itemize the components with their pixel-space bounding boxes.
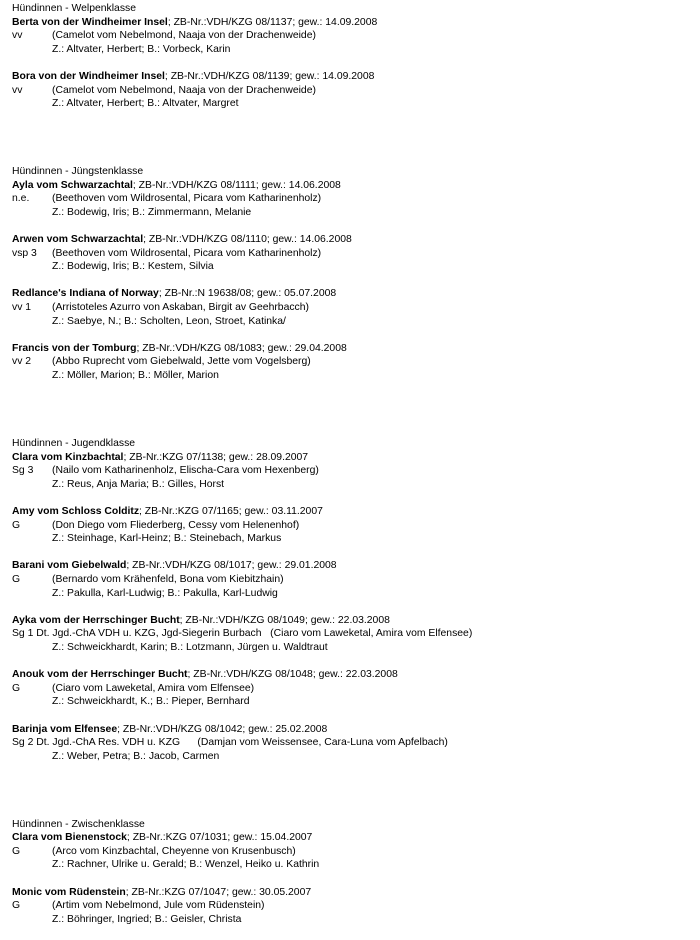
breeder-owner: Z.: Reus, Anja Maria; B.: Gilles, Horst bbox=[52, 478, 225, 490]
registration-info: ; ZB-Nr.:KZG 07/1031; gew.: 15.04.2007 bbox=[126, 832, 313, 844]
dog-name: Monic vom Rüdenstein bbox=[12, 886, 126, 898]
breeder-owner: Z.: Altvater, Herbert; B.: Vorbeck, Karin bbox=[52, 43, 231, 55]
registration-info: ; ZB-Nr.:VDH/KZG 08/1137; gew.: 14.09.2008 bbox=[167, 16, 378, 28]
dog-entry bbox=[12, 287, 692, 328]
dog-name: Ayka vom der Herrschinger Bucht bbox=[12, 614, 180, 626]
entry-header bbox=[12, 831, 692, 845]
parents: (Camelot vom Nebelmond, Naaja von der Drachenweide) bbox=[52, 30, 316, 42]
dog-name: Francis von der Tomburg bbox=[12, 342, 137, 354]
dog-entry bbox=[12, 614, 692, 655]
rating: G bbox=[12, 573, 21, 585]
parents: (Camelot vom Nebelmond, Naaja von der Drachenweide) bbox=[52, 84, 316, 96]
section-title: Hündinnen - Welpenklasse bbox=[12, 3, 136, 14]
breeder-owner: Z.: Rachner, Ulrike u. Gerald; B.: Wenzel, Heiko u. Kathrin bbox=[52, 859, 320, 871]
registration-info: ; ZB-Nr.:VDH/KZG 08/1111; gew.: 14.06.2008 bbox=[132, 179, 341, 191]
registration-info: ; ZB-Nr.:VDH/KZG 08/1048; gew.: 22.03.2008 bbox=[187, 669, 398, 681]
entry-parents-line bbox=[12, 355, 692, 369]
dog-name: Barinja vom Elfensee bbox=[12, 723, 118, 735]
breeder-owner: Z.: Saebye, N.; B.: Scholten, Leon, Stroet, Katinka/ bbox=[52, 315, 286, 327]
rating: vv 1 bbox=[12, 302, 32, 314]
entry-header bbox=[12, 287, 692, 301]
entry-header bbox=[12, 70, 692, 84]
parents: (Damjan vom Weissensee, Cara-Luna vom Apfelbach) bbox=[197, 737, 448, 749]
dog-entry bbox=[12, 723, 692, 764]
dog-entry bbox=[12, 179, 692, 220]
entry-header bbox=[12, 451, 692, 465]
entry-parents-line bbox=[12, 29, 692, 43]
breeder-owner: Z.: Böhringer, Ingried; B.: Geisler, Christa bbox=[52, 913, 242, 925]
section-zwischenklasse bbox=[12, 818, 692, 927]
entry-header bbox=[12, 233, 692, 247]
dog-name: Barani vom Giebelwald bbox=[12, 560, 127, 572]
entry-header bbox=[12, 505, 692, 519]
parents: (Beethoven vom Wildrosental, Picara vom Katharinenholz) bbox=[52, 193, 322, 205]
registration-info: ; ZB-Nr.:VDH/KZG 08/1139; gew.: 14.09.2008 bbox=[164, 70, 375, 82]
parents: (Ciaro vom Laweketal, Amira vom Elfensee) bbox=[52, 682, 255, 694]
section-title: Hündinnen - Jugendklasse bbox=[12, 438, 136, 450]
parents: (Bernardo vom Krähenfeld, Bona vom Kiebitzhain) bbox=[52, 573, 284, 585]
dog-name: Bora von der Windheimer Insel bbox=[12, 70, 165, 82]
entry-header bbox=[12, 668, 692, 682]
entry-parents-line bbox=[12, 736, 692, 750]
breeder-owner: Z.: Pakulla, Karl-Ludwig; B.: Pakulla, Karl-Ludwig bbox=[52, 587, 278, 599]
section-welpenklasse bbox=[12, 2, 692, 111]
entry-header bbox=[12, 179, 692, 193]
entry-parents-line bbox=[12, 247, 692, 261]
entry-header bbox=[12, 342, 692, 356]
entry-header bbox=[12, 16, 692, 30]
dog-entry bbox=[12, 886, 692, 927]
dog-entry bbox=[12, 233, 692, 274]
breeder-owner: Z.: Möller, Marion; B.: Möller, Marion bbox=[52, 370, 219, 382]
dog-name: Arwen vom Schwarzachtal bbox=[12, 234, 144, 246]
registration-info: ; ZB-Nr.:VDH/KZG 08/1083; gew.: 29.04.2008 bbox=[136, 342, 347, 354]
parents: (Arco vom Kinzbachtal, Cheyenne von Krusenbusch) bbox=[52, 845, 296, 857]
entry-header bbox=[12, 723, 692, 737]
dog-name: Clara vom Bienenstock bbox=[12, 832, 127, 844]
section-jugendklasse bbox=[12, 437, 692, 763]
breeder-owner: Z.: Weber, Petra; B.: Jacob, Carmen bbox=[52, 750, 220, 762]
dog-entry bbox=[12, 451, 692, 492]
parents: (Nailo vom Katharinenholz, Elischa-Cara vom Hexenberg) bbox=[52, 465, 319, 477]
breeder-owner: Z.: Altvater, Herbert; B.: Altvater, Margret bbox=[52, 98, 239, 110]
breeder-owner: Z.: Steinhage, Karl-Heinz; B.: Steinebach, Markus bbox=[52, 533, 282, 545]
rating: G bbox=[12, 682, 21, 694]
breeder-owner: Z.: Schweickhardt, K.; B.: Pieper, Bernhard bbox=[52, 696, 250, 708]
parents: (Artim vom Nebelmond, Jule vom Rüdenstein) bbox=[52, 900, 265, 912]
parents: (Abbo Ruprecht vom Giebelwald, Jette vom Vogelsberg) bbox=[52, 356, 311, 368]
registration-info: ; ZB-Nr.:N 19638/08; gew.: 05.07.2008 bbox=[158, 288, 337, 300]
rating: G bbox=[12, 519, 21, 531]
section-juengstenklasse bbox=[12, 165, 692, 383]
rating: Sg 3 bbox=[12, 465, 34, 477]
registration-info: ; ZB-Nr.:VDH/KZG 08/1049; gew.: 22.03.2008 bbox=[179, 614, 390, 626]
dog-entry bbox=[12, 668, 692, 709]
rating: vsp 3 bbox=[12, 247, 37, 259]
dog-name: Clara vom Kinzbachtal bbox=[12, 451, 124, 463]
rating: n.e. bbox=[12, 193, 30, 205]
section-spacer bbox=[12, 124, 692, 165]
entry-parents-line bbox=[12, 627, 692, 641]
parents: (Beethoven vom Wildrosental, Picara vom Katharinenholz) bbox=[52, 247, 322, 259]
entry-parents-line bbox=[12, 192, 692, 206]
dog-entry bbox=[12, 16, 692, 57]
dog-entry bbox=[12, 70, 692, 111]
section-spacer bbox=[12, 396, 692, 437]
entry-parents-line bbox=[12, 573, 692, 587]
rating: vv 2 bbox=[12, 356, 32, 368]
registration-info: ; ZB-Nr.:KZG 07/1047; gew.: 30.05.2007 bbox=[125, 886, 312, 898]
dog-entry bbox=[12, 505, 692, 546]
breeder-owner: Z.: Bodewig, Iris; B.: Zimmermann, Melanie bbox=[52, 206, 252, 218]
rating: vv bbox=[12, 84, 23, 96]
rating: Sg 1 Dt. Jgd.-ChA VDH u. KZG, Jgd-Siegerin Burbach bbox=[12, 628, 262, 640]
document-page bbox=[12, 2, 692, 940]
parents: (Arristoteles Azurro von Askaban, Birgit av Geehrbacch) bbox=[52, 302, 309, 314]
entry-parents-line bbox=[12, 682, 692, 696]
parents: (Don Diego vom Fliederberg, Cessy vom Helenenhof) bbox=[52, 519, 300, 531]
entry-parents-line bbox=[12, 845, 692, 859]
entry-parents-line bbox=[12, 464, 692, 478]
section-spacer bbox=[12, 777, 692, 818]
breeder-owner: Z.: Bodewig, Iris; B.: Kestem, Silvia bbox=[52, 261, 214, 273]
entry-header bbox=[12, 886, 692, 900]
dog-name: Berta von der Windheimer Insel bbox=[12, 16, 168, 28]
section-title: Hündinnen - Jüngstenklasse bbox=[12, 166, 144, 178]
entry-parents-line bbox=[12, 84, 692, 98]
parents: (Ciaro vom Laweketal, Amira vom Elfensee) bbox=[270, 628, 473, 640]
breeder-owner: Z.: Schweickhardt, Karin; B.: Lotzmann, Jürgen u. Waldtraut bbox=[52, 641, 328, 653]
registration-info: ; ZB-Nr.:KZG 07/1165; gew.: 03.11.2007 bbox=[139, 506, 323, 517]
dog-name: Ayla vom Schwarzachtal bbox=[12, 179, 133, 191]
dog-entry bbox=[12, 559, 692, 600]
entry-parents-line bbox=[12, 301, 692, 315]
registration-info: ; ZB-Nr.:VDH/KZG 08/1017; gew.: 29.01.2008 bbox=[126, 560, 337, 572]
registration-info: ; ZB-Nr.:VDH/KZG 08/1042; gew.: 25.02.2008 bbox=[117, 723, 328, 735]
entry-parents-line bbox=[12, 899, 692, 913]
rating: vv bbox=[12, 30, 23, 42]
registration-info: ; ZB-Nr.:KZG 07/1138; gew.: 28.09.2007 bbox=[123, 451, 309, 463]
entry-header bbox=[12, 614, 692, 628]
dog-name: Amy vom Schloss Colditz bbox=[12, 506, 140, 517]
dog-entry bbox=[12, 342, 692, 383]
entry-parents-line bbox=[12, 519, 692, 533]
section-title: Hündinnen - Zwischenklasse bbox=[12, 818, 145, 830]
rating: Sg 2 Dt. Jgd.-ChA Res. VDH u. KZG bbox=[12, 737, 181, 749]
dog-name: Redlance's Indiana of Norway bbox=[12, 288, 159, 300]
entry-header bbox=[12, 559, 692, 573]
dog-name: Anouk vom der Herrschinger Bucht bbox=[12, 669, 188, 681]
rating: G bbox=[12, 900, 21, 912]
registration-info: ; ZB-Nr.:VDH/KZG 08/1110; gew.: 14.06.2008 bbox=[143, 234, 352, 246]
dog-entry bbox=[12, 831, 692, 872]
rating: G bbox=[12, 845, 21, 857]
